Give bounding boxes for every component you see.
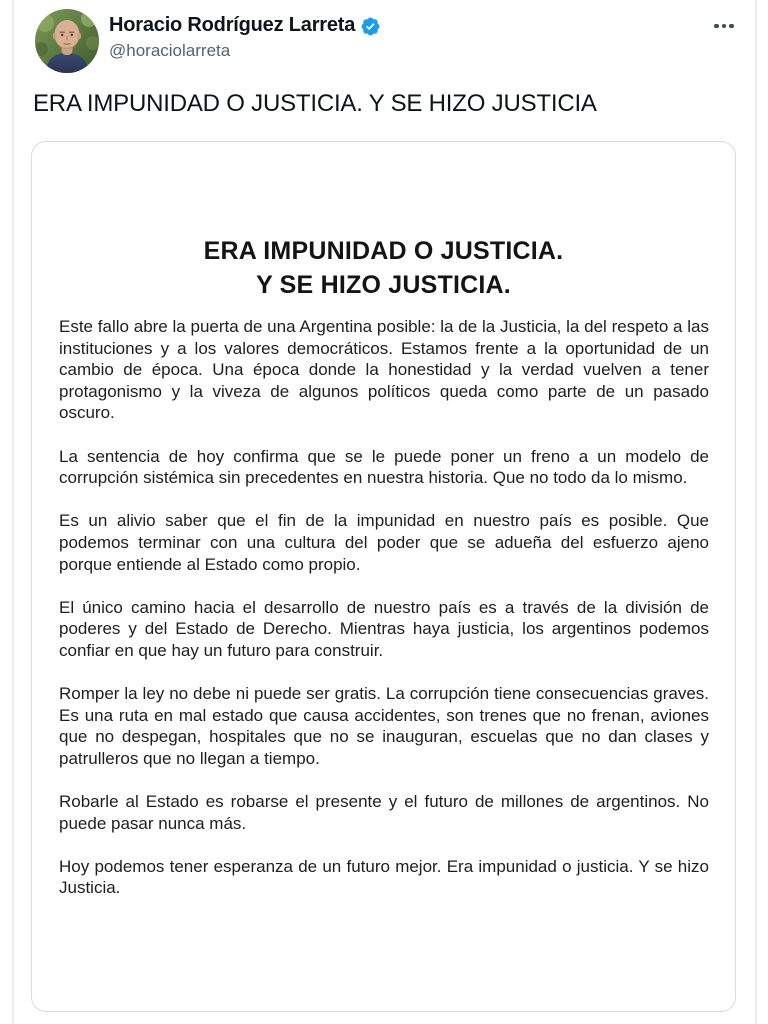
- tweet-text: ERA IMPUNIDAD O JUSTICIA. Y SE HIZO JUSTICIA: [33, 90, 597, 117]
- statement-paragraph: El único camino hacia el desarrollo de nuestro país es a través de la división de poderes y del Estado de Derecho. Mientras haya justicia, los argentinos podemos confiar en que hay un futuro para construir.: [59, 597, 709, 660]
- statement-paragraph: Hoy podemos tener esperanza de un futuro mejor. Era impunidad o justicia. Y se hizo Justicia.: [59, 856, 709, 898]
- author-handle[interactable]: @horaciolarreta: [109, 41, 231, 60]
- statement-heading-line1: ERA IMPUNIDAD O JUSTICIA.: [203, 237, 564, 265]
- avatar-photo: [35, 9, 99, 73]
- statement-paragraph: La sentencia de hoy confirma que se le puede poner un freno a un modelo de corrupción sistémica sin precedentes en nuestra historia. Que no todo da lo mismo.: [59, 446, 709, 488]
- statement-paragraph: Es un alivio saber que el fin de la impunidad en nuestro país es posible. Que podemos terminar con una cultura del poder que se adueña del esfuerzo ajeno porque entiende al Estado como propio.: [59, 511, 709, 574]
- statement-paragraph: Robarle al Estado es robarse el presente y el futuro de millones de argentinos. No puede pasar nunca más.: [59, 792, 709, 833]
- author-name[interactable]: Horacio Rodríguez Larreta: [109, 14, 356, 36]
- verified-badge-icon: [360, 16, 381, 37]
- statement-body: [59, 316, 709, 899]
- more-button[interactable]: [706, 14, 742, 38]
- timeline-right-edge: [755, 0, 757, 1024]
- tweet-image-card[interactable]: [31, 141, 736, 1012]
- timeline-left-edge: [12, 0, 14, 1024]
- more-icon: [729, 24, 734, 29]
- author-name-row[interactable]: [109, 14, 381, 37]
- avatar[interactable]: [35, 9, 99, 73]
- statement-paragraph: Romper la ley no debe ni puede ser gratis. La corrupción tiene consecuencias graves. Es una ruta en mal estado que causa accidentes, son trenes que no frenan, aviones que no despegan, hospitales que no se inauguran, escuelas que no dan clases y patrulleros que no llegan a tiempo.: [59, 684, 709, 768]
- more-icon: [722, 24, 727, 29]
- statement-heading-line2: Y SE HIZO JUSTICIA.: [256, 271, 511, 299]
- statement-paragraph: Este fallo abre la puerta de una Argentina posible: la de la Justicia, la del respeto a las instituciones y a los valores democráticos. Estamos frente a la oportunidad de un cambio de época. Una época donde la honestidad y la verdad vuelven a tener protagonismo y la viveza de algunos políticos queda como parte de un pasado oscuro.: [59, 317, 709, 423]
- statement-heading: [52, 234, 715, 302]
- more-icon: [714, 24, 719, 29]
